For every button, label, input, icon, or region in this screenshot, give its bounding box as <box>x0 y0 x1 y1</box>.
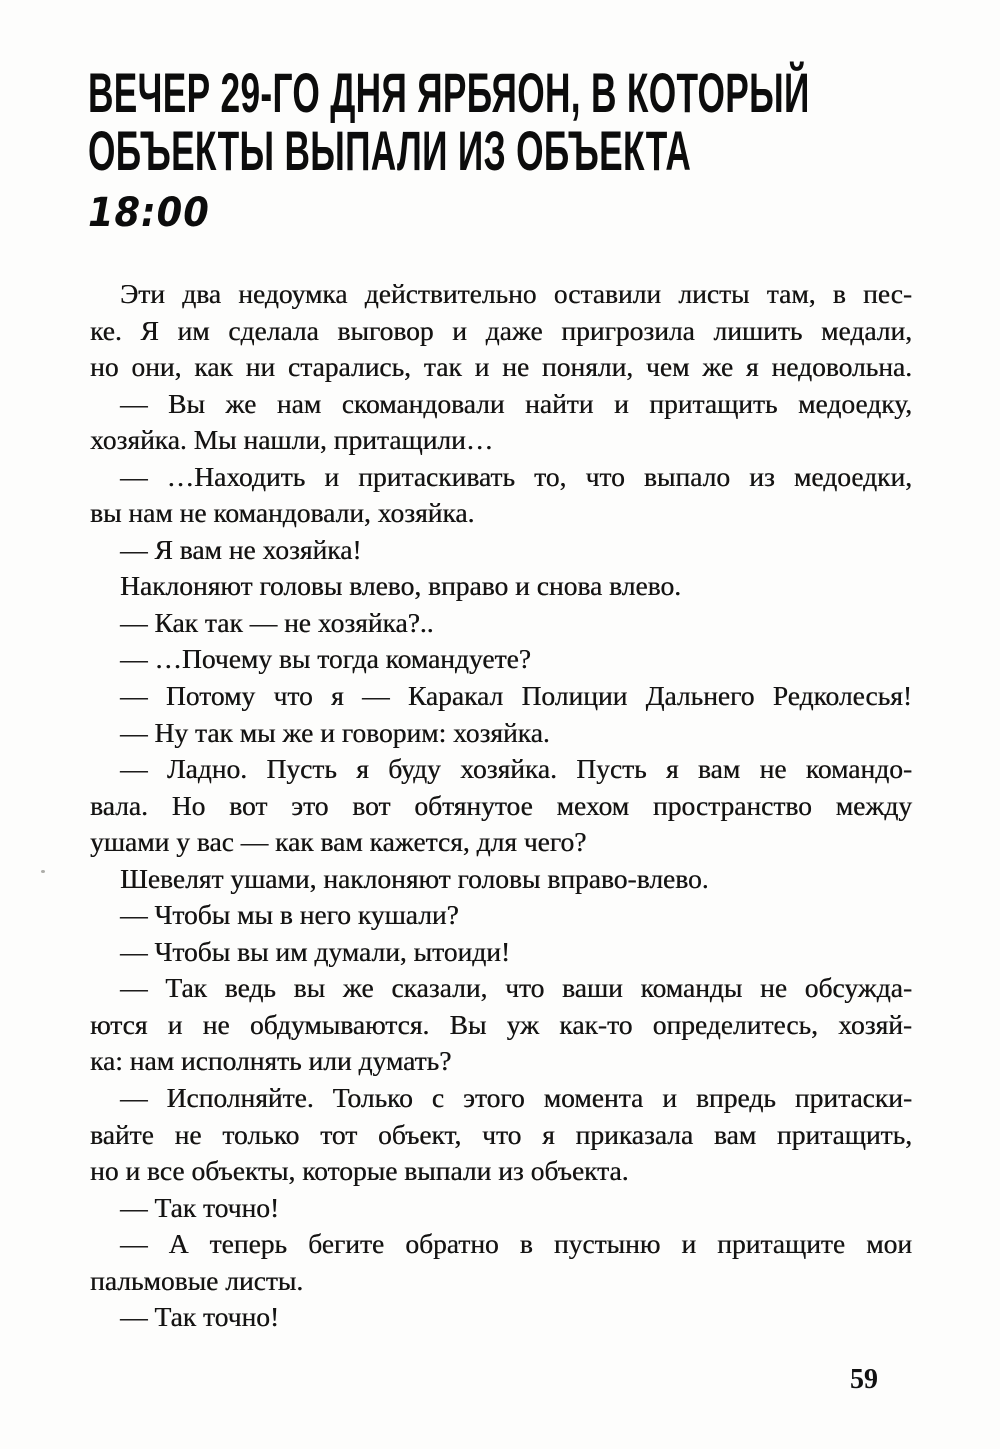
chapter-heading <box>88 61 1000 182</box>
body-line: — Вы же нам скомандовали найти и притащить медоедку, <box>120 387 912 419</box>
body-line: — Так ведь вы же сказали, что ваши команды не обсужда- <box>120 972 912 1004</box>
body-line: пальмовые листы. <box>90 1264 304 1296</box>
body-line: Наклоняют головы влево, вправо и снова влево. <box>120 570 681 602</box>
body-line: — А теперь бегите обратно в пустыню и притащите мои <box>120 1228 912 1260</box>
scan-artifact-dot <box>41 870 45 873</box>
body-line: Эти два недоумка действительно оставили листы там, в пес- <box>120 278 912 309</box>
body-line: — …Находить и притаскивать то, что выпало из медоедки, <box>120 460 912 492</box>
page-number: 59 <box>850 1364 878 1395</box>
body-line: хозяйка. Мы нашли, притащили… <box>90 424 494 456</box>
chapter-heading-line-1: ВЕЧЕР 29-ГО ДНЯ ЯРБЯОН, В КОТОРЫЙ <box>88 61 810 124</box>
body-line: — Чтобы мы в него кушали? <box>120 899 459 931</box>
body-text <box>90 276 912 1336</box>
body-line: — …Почему вы тогда командуете? <box>120 643 531 675</box>
body-line: вы нам не командовали, хозяйка. <box>90 497 475 529</box>
body-line: но они, как ни старались, так и не поняли, чем же я недовольна. <box>90 351 912 383</box>
body-line: ются и не обдумываются. Вы уж как-то определитесь, хозяй- <box>90 1008 912 1040</box>
chapter-time-stamp: 18:00 <box>88 190 210 236</box>
body-line: ка: нам исполнять или думать? <box>90 1045 452 1077</box>
body-line: ке. Я им сделала выговор и даже пригрозила лишить медали, <box>90 314 912 346</box>
body-line: — Потому что я — Каракал Полиции Дальнего Редколесья! <box>120 680 912 712</box>
body-line: — Я вам не хозяйка! <box>120 533 362 565</box>
body-line: но и все объекты, которые выпали из объекта. <box>90 1155 629 1187</box>
body-line: Шевелят ушами, наклоняют головы вправо-влево. <box>120 862 709 894</box>
body-line: вала. Но вот это вот обтянутое мехом пространство между <box>90 789 912 821</box>
body-line: — Так точно! <box>120 1301 280 1333</box>
body-line: — Чтобы вы им думали, ытоиди! <box>120 935 511 967</box>
body-line: вайте не только тот объект, что я приказала вам притащить, <box>90 1118 912 1150</box>
body-line: — Так точно! <box>120 1191 280 1223</box>
body-line: — Ладно. Пусть я буду хозяйка. Пусть я вам не командо- <box>120 753 912 785</box>
body-line: ушами у вас — как вам кажется, для чего? <box>90 826 587 858</box>
body-line: — Как так — не хозяйка?.. <box>120 606 434 638</box>
chapter-heading-line-2: ОБЪЕКТЫ ВЫПАЛИ ИЗ ОБЪЕКТА <box>88 119 692 182</box>
body-line: — Исполняйте. Только с этого момента и впредь притаски- <box>120 1082 912 1114</box>
body-line: — Ну так мы же и говорим: хозяйка. <box>120 716 550 748</box>
